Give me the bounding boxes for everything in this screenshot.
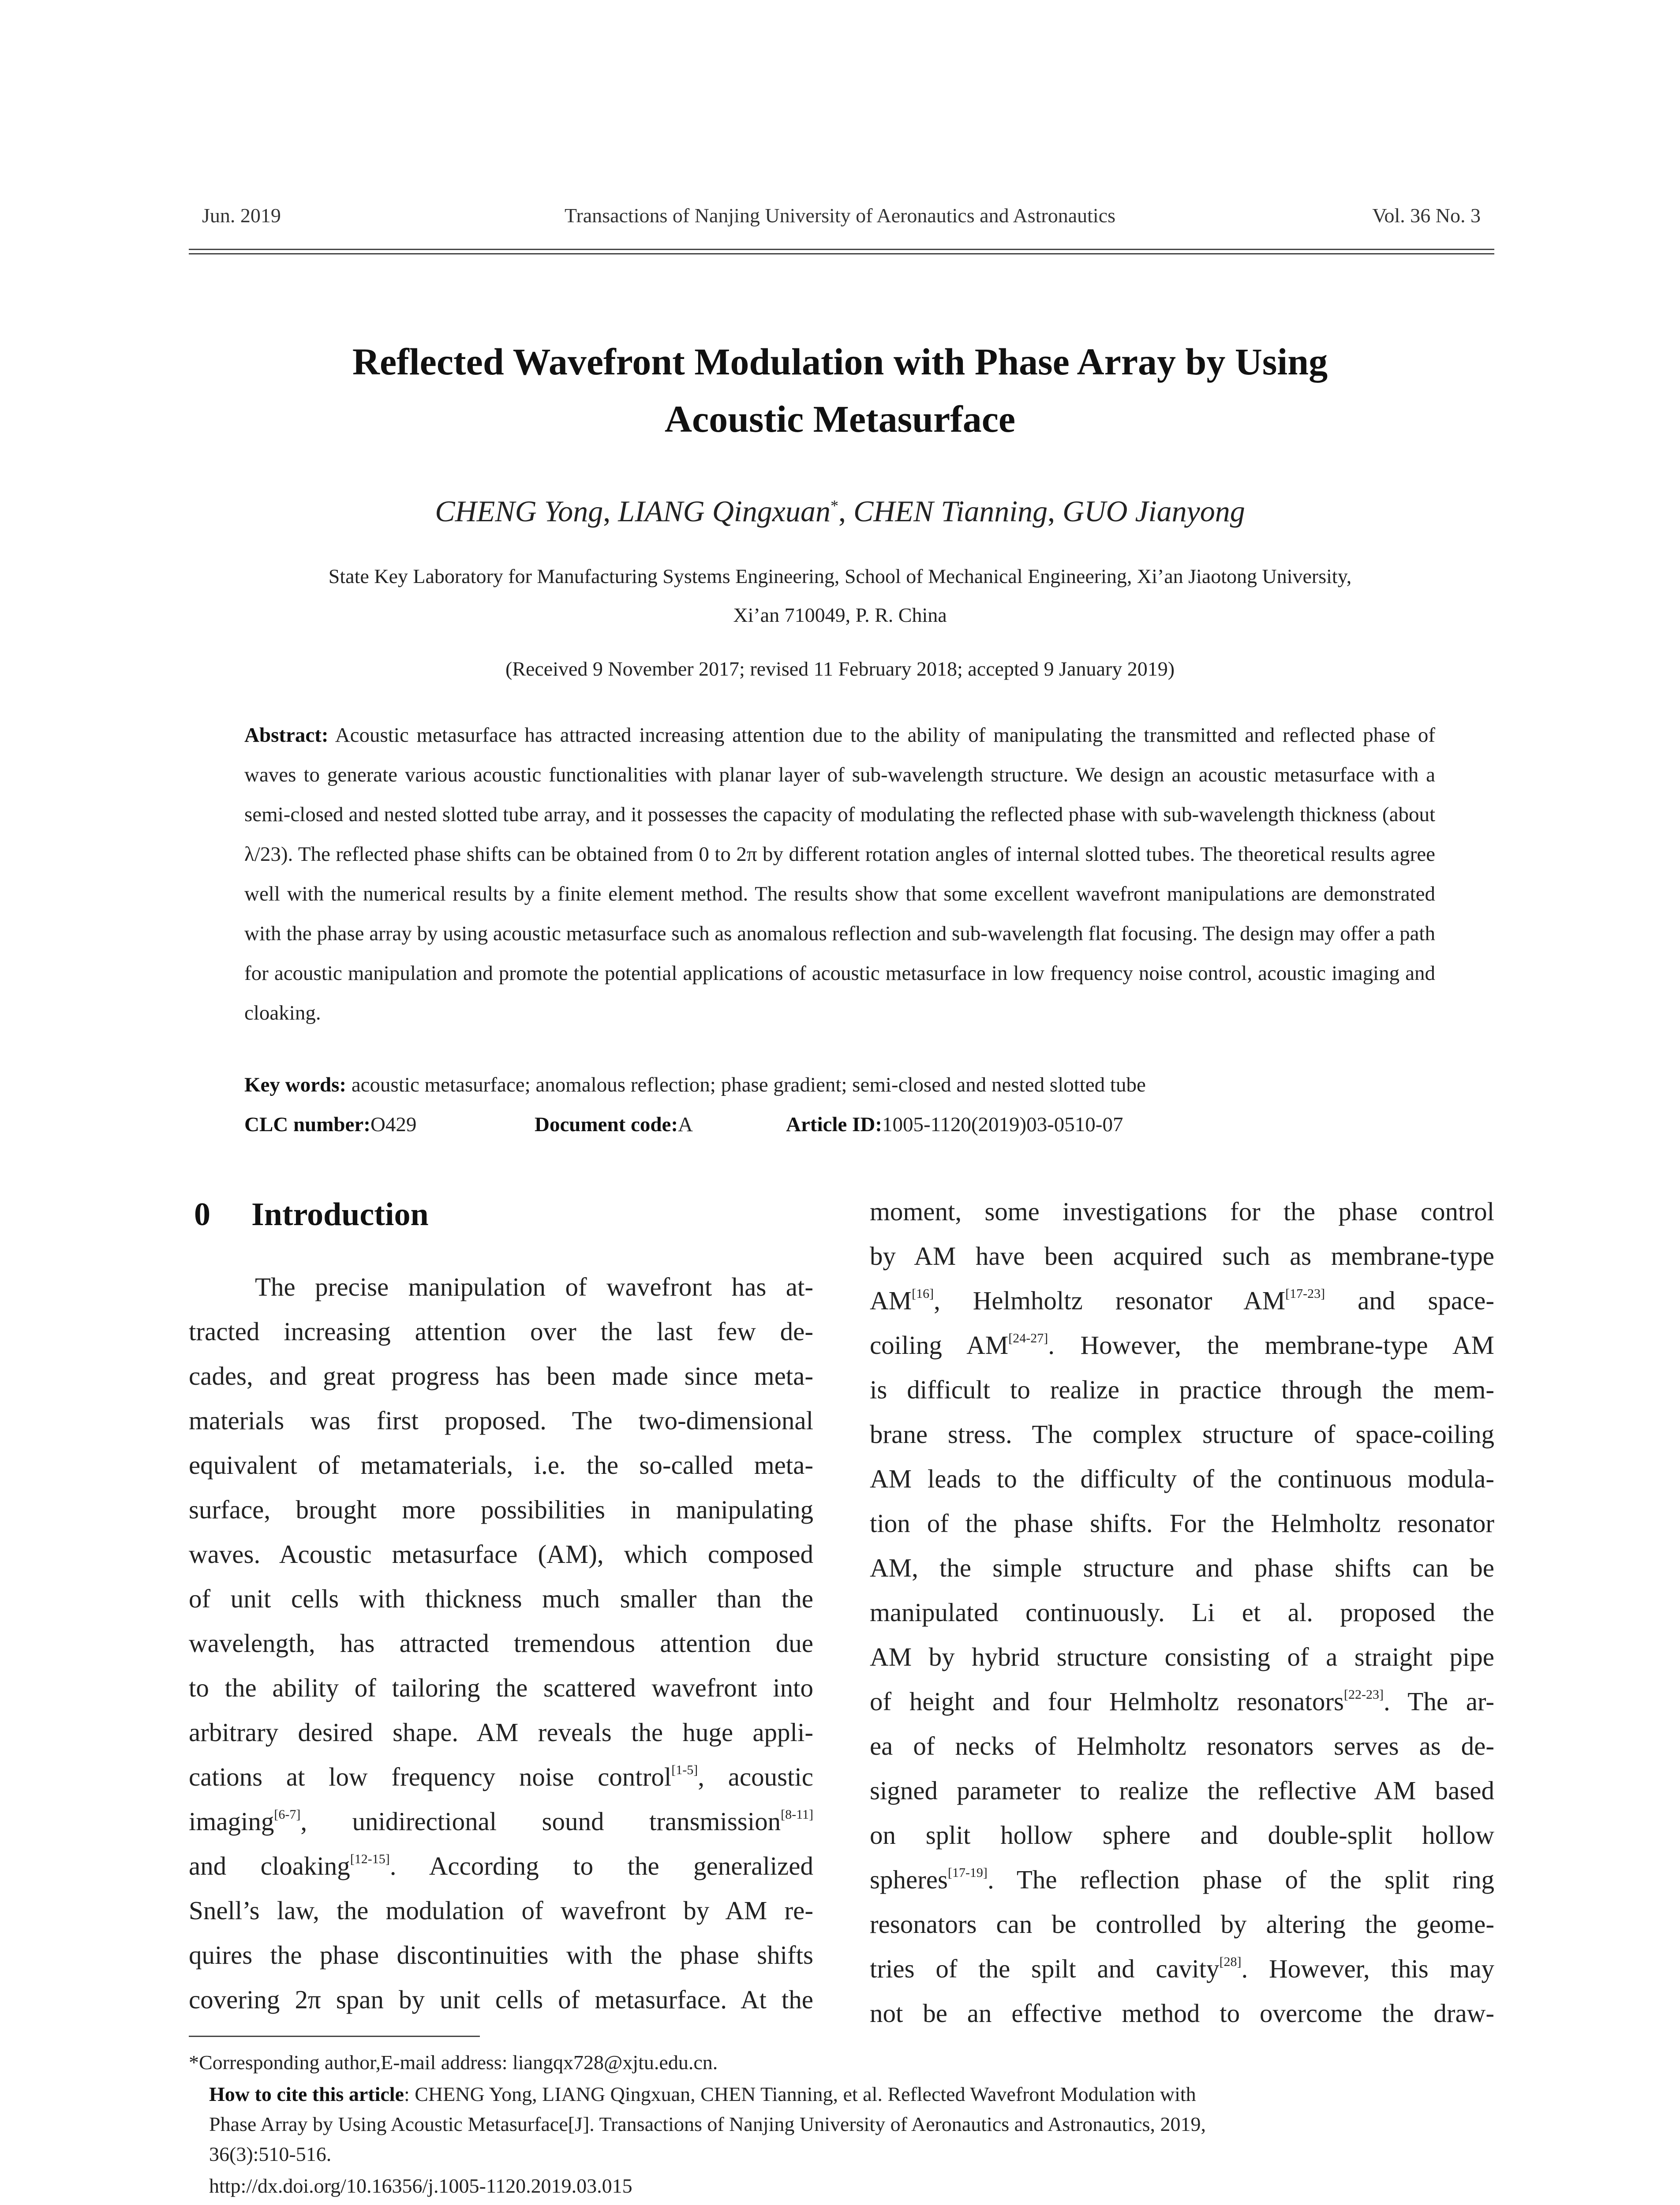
article-title-line-1: Reflected Wavefront Modulation with Phase Array by Using <box>352 340 1328 383</box>
author-1: CHENG Yong <box>435 494 603 528</box>
header-volume: Vol. 36 No. 3 <box>1372 204 1481 227</box>
clc-value: O429 <box>370 1113 417 1136</box>
author-2: LIANG Qingxuan <box>618 494 831 528</box>
citation-text-1: : CHENG Yong, LIANG Qingxuan, CHEN Tianning, et al. Reflected Wavefront Modulation with <box>404 2083 1196 2105</box>
body-text: of height and four Helmholtz resonators <box>870 1687 1344 1716</box>
clc-label: CLC number: <box>244 1113 370 1136</box>
body-line: materials was first proposed. The two-dimensional <box>189 1406 813 1435</box>
abstract-text: Acoustic metasurface has attracted increasing attention due to the ability of manipulating the transmitted and reflected phase of waves to generate various acoustic functionalities with planar layer of sub-wavelength structure. We design an acoustic metasurface with a semi-closed and nested slotted tube array, and it possesses the capacity of modulating the reflected phase with sub-wavelength thickness (about λ/23). The reflected phase shifts can be obtained from 0 to 2π by different rotation angles of internal slotted tubes. The theoretical results agree well with the numerical results by a finite element method. The results show that some excellent wavefront manipulations are demonstrated with the phase array by using acoustic metasurface such as anomalous reflection and sub-wavelength flat focusing. The design may offer a path for acoustic manipulation and promote the potential applications of acoustic metasurface in low frequency noise control, acoustic imaging and cloaking. <box>244 724 1435 1024</box>
header-journal: Transactions of Nanjing University of Aeronautics and Astronautics <box>564 204 1116 227</box>
body-line: AM by hybrid structure consisting of a straight pipe <box>870 1642 1494 1671</box>
received-dates: (Received 9 November 2017; revised 11 February 2018; accepted 9 January 2019) <box>505 658 1175 680</box>
document-code <box>535 1113 693 1136</box>
citation-reference: [6-7] <box>274 1807 301 1822</box>
body-line: quires the phase discontinuities with the phase shifts <box>189 1940 813 1970</box>
body-line: tion of the phase shifts. For the Helmholtz resonator <box>870 1509 1494 1538</box>
body-line: moment, some investigations for the phase control <box>870 1197 1494 1226</box>
body-text: . The reflection phase of the split ring <box>987 1865 1494 1894</box>
section-heading: Introduction <box>251 1196 429 1233</box>
keywords-label: Key words: <box>244 1073 347 1096</box>
body-line <box>189 1844 813 1888</box>
author-separator: , <box>603 494 611 528</box>
citation-reference: [1-5] <box>671 1763 698 1777</box>
affiliation-line-2: Xi’an 710049, P. R. China <box>733 604 947 626</box>
body-text: . However, this may <box>1241 1954 1495 1983</box>
body-line: equivalent of metamaterials, i.e. the so-called meta- <box>189 1450 813 1480</box>
author-3: CHEN Tianning <box>853 494 1048 528</box>
body-line: not be an effective method to overcome the draw- <box>870 1999 1494 2028</box>
citation-reference: [16] <box>912 1286 934 1301</box>
body-line: wavelength, has attracted tremendous attention due <box>189 1629 813 1658</box>
body-line <box>870 1278 1494 1323</box>
citation-reference: [12-15] <box>350 1852 390 1866</box>
header-rule-top <box>189 249 1494 250</box>
body-text: tries of the spilt and cavity <box>870 1954 1220 1983</box>
body-text: AM <box>870 1286 912 1315</box>
corresponding-author-note: *Corresponding author,E-mail address: liangqx728@xjtu.edu.cn. <box>189 2051 718 2074</box>
body-line <box>189 1799 813 1844</box>
body-line: resonators can be controlled by altering the geome- <box>870 1910 1494 1939</box>
author-list <box>0 494 1680 529</box>
author-4: GUO Jianyong <box>1063 494 1245 528</box>
right-column <box>870 1189 1494 2036</box>
body-line: ea of necks of Helmholtz resonators serves as de- <box>870 1731 1494 1760</box>
body-line: tracted increasing attention over the last few de- <box>189 1317 813 1346</box>
body-text: imaging <box>189 1807 274 1836</box>
citation-reference: [28] <box>1219 1955 1242 1969</box>
body-text: and space- <box>1325 1286 1494 1315</box>
body-line: brane stress. The complex structure of space-coiling <box>870 1420 1494 1449</box>
body-text: cations at low frequency noise control <box>189 1762 672 1791</box>
body-line: AM, the simple structure and phase shifts can be <box>870 1553 1494 1582</box>
header-rule-bottom <box>189 253 1494 254</box>
body-text: and cloaking <box>189 1851 350 1880</box>
citation-reference: [24-27] <box>1008 1331 1048 1345</box>
doi-link[interactable]: http://dx.doi.org/10.16356/j.1005-1120.2019.03.015 <box>209 2175 632 2197</box>
body-text: , acoustic <box>698 1762 813 1791</box>
corresponding-mark: * <box>830 497 838 515</box>
body-line: Snell’s law, the modulation of wavefront by AM re- <box>189 1896 813 1925</box>
body-line: surface, brought more possibilities in manipulating <box>189 1495 813 1524</box>
article-id <box>786 1113 1123 1136</box>
article-id-label: Article ID: <box>786 1113 882 1136</box>
body-line: by AM have been acquired such as membrane-type <box>870 1241 1494 1271</box>
body-text: , Helmholtz resonator AM <box>934 1286 1286 1315</box>
body-line: covering 2π span by unit cells of metasurface. At the <box>189 1985 813 2014</box>
article-id-value: 1005-1120(2019)03-0510-07 <box>882 1113 1123 1136</box>
body-text: , unidirectional sound transmission <box>300 1807 781 1836</box>
body-text: . According to the generalized <box>389 1851 813 1880</box>
body-line <box>870 1947 1494 1991</box>
body-line: The precise manipulation of wavefront has at- <box>255 1272 813 1301</box>
keywords <box>244 1073 1146 1097</box>
body-line: manipulated continuously. Li et al. proposed the <box>870 1598 1494 1627</box>
body-line: on split hollow sphere and double-split hollow <box>870 1820 1494 1850</box>
citation-reference: [17-23] <box>1285 1286 1325 1301</box>
body-line: of unit cells with thickness much smaller than the <box>189 1584 813 1613</box>
body-line: cades, and great progress has been made since meta- <box>189 1361 813 1390</box>
keywords-text: acoustic metasurface; anomalous reflection; phase gradient; semi-closed and nested slotted tube <box>351 1073 1146 1096</box>
body-text: spheres <box>870 1865 948 1894</box>
document-code-value: A <box>678 1113 693 1136</box>
article-title-line-2: Acoustic Metasurface <box>664 398 1016 440</box>
body-line: waves. Acoustic metasurface (AM), which composed <box>189 1540 813 1569</box>
body-line: signed parameter to realize the reflective AM based <box>870 1776 1494 1805</box>
citation-label: How to cite this article <box>209 2083 404 2105</box>
body-text: . The ar- <box>1383 1687 1494 1716</box>
body-line <box>870 1857 1494 1902</box>
author-separator: , <box>838 494 846 528</box>
document-code-label: Document code: <box>535 1113 678 1136</box>
body-text: coiling AM <box>870 1330 1009 1360</box>
citation-line-3: 36(3):510-516. <box>209 2143 332 2165</box>
body-line: is difficult to realize in practice through the mem- <box>870 1375 1494 1404</box>
footnote-rule <box>189 2036 480 2037</box>
body-line <box>870 1323 1494 1368</box>
citation-reference: [22-23] <box>1343 1687 1384 1702</box>
section-number: 0 <box>194 1196 210 1233</box>
author-separator: , <box>1048 494 1055 528</box>
body-line: AM leads to the difficulty of the continuous modula- <box>870 1464 1494 1493</box>
body-line <box>189 1755 813 1799</box>
citation-reference: [8-11] <box>781 1807 813 1822</box>
body-text: . However, the membrane-type AM <box>1048 1330 1494 1360</box>
clc-number <box>244 1113 416 1136</box>
left-column <box>189 1265 813 2022</box>
abstract <box>244 715 1435 1033</box>
citation-reference: [17-19] <box>947 1865 988 1880</box>
body-line: to the ability of tailoring the scattered wavefront into <box>189 1673 813 1702</box>
body-line: arbitrary desired shape. AM reveals the huge appli- <box>189 1718 813 1747</box>
citation-line-1 <box>209 2082 1196 2106</box>
citation-line-2: Phase Array by Using Acoustic Metasurface[J]. Transactions of Nanjing University of Aeronautics and Astronautics, 2019, <box>209 2113 1206 2135</box>
abstract-label: Abstract: <box>244 724 329 747</box>
body-line <box>870 1679 1494 1724</box>
affiliation-line-1: State Key Laboratory for Manufacturing Systems Engineering, School of Mechanical Engineering, Xi’an Jiaotong University, <box>328 565 1352 587</box>
header-date: Jun. 2019 <box>202 204 281 227</box>
